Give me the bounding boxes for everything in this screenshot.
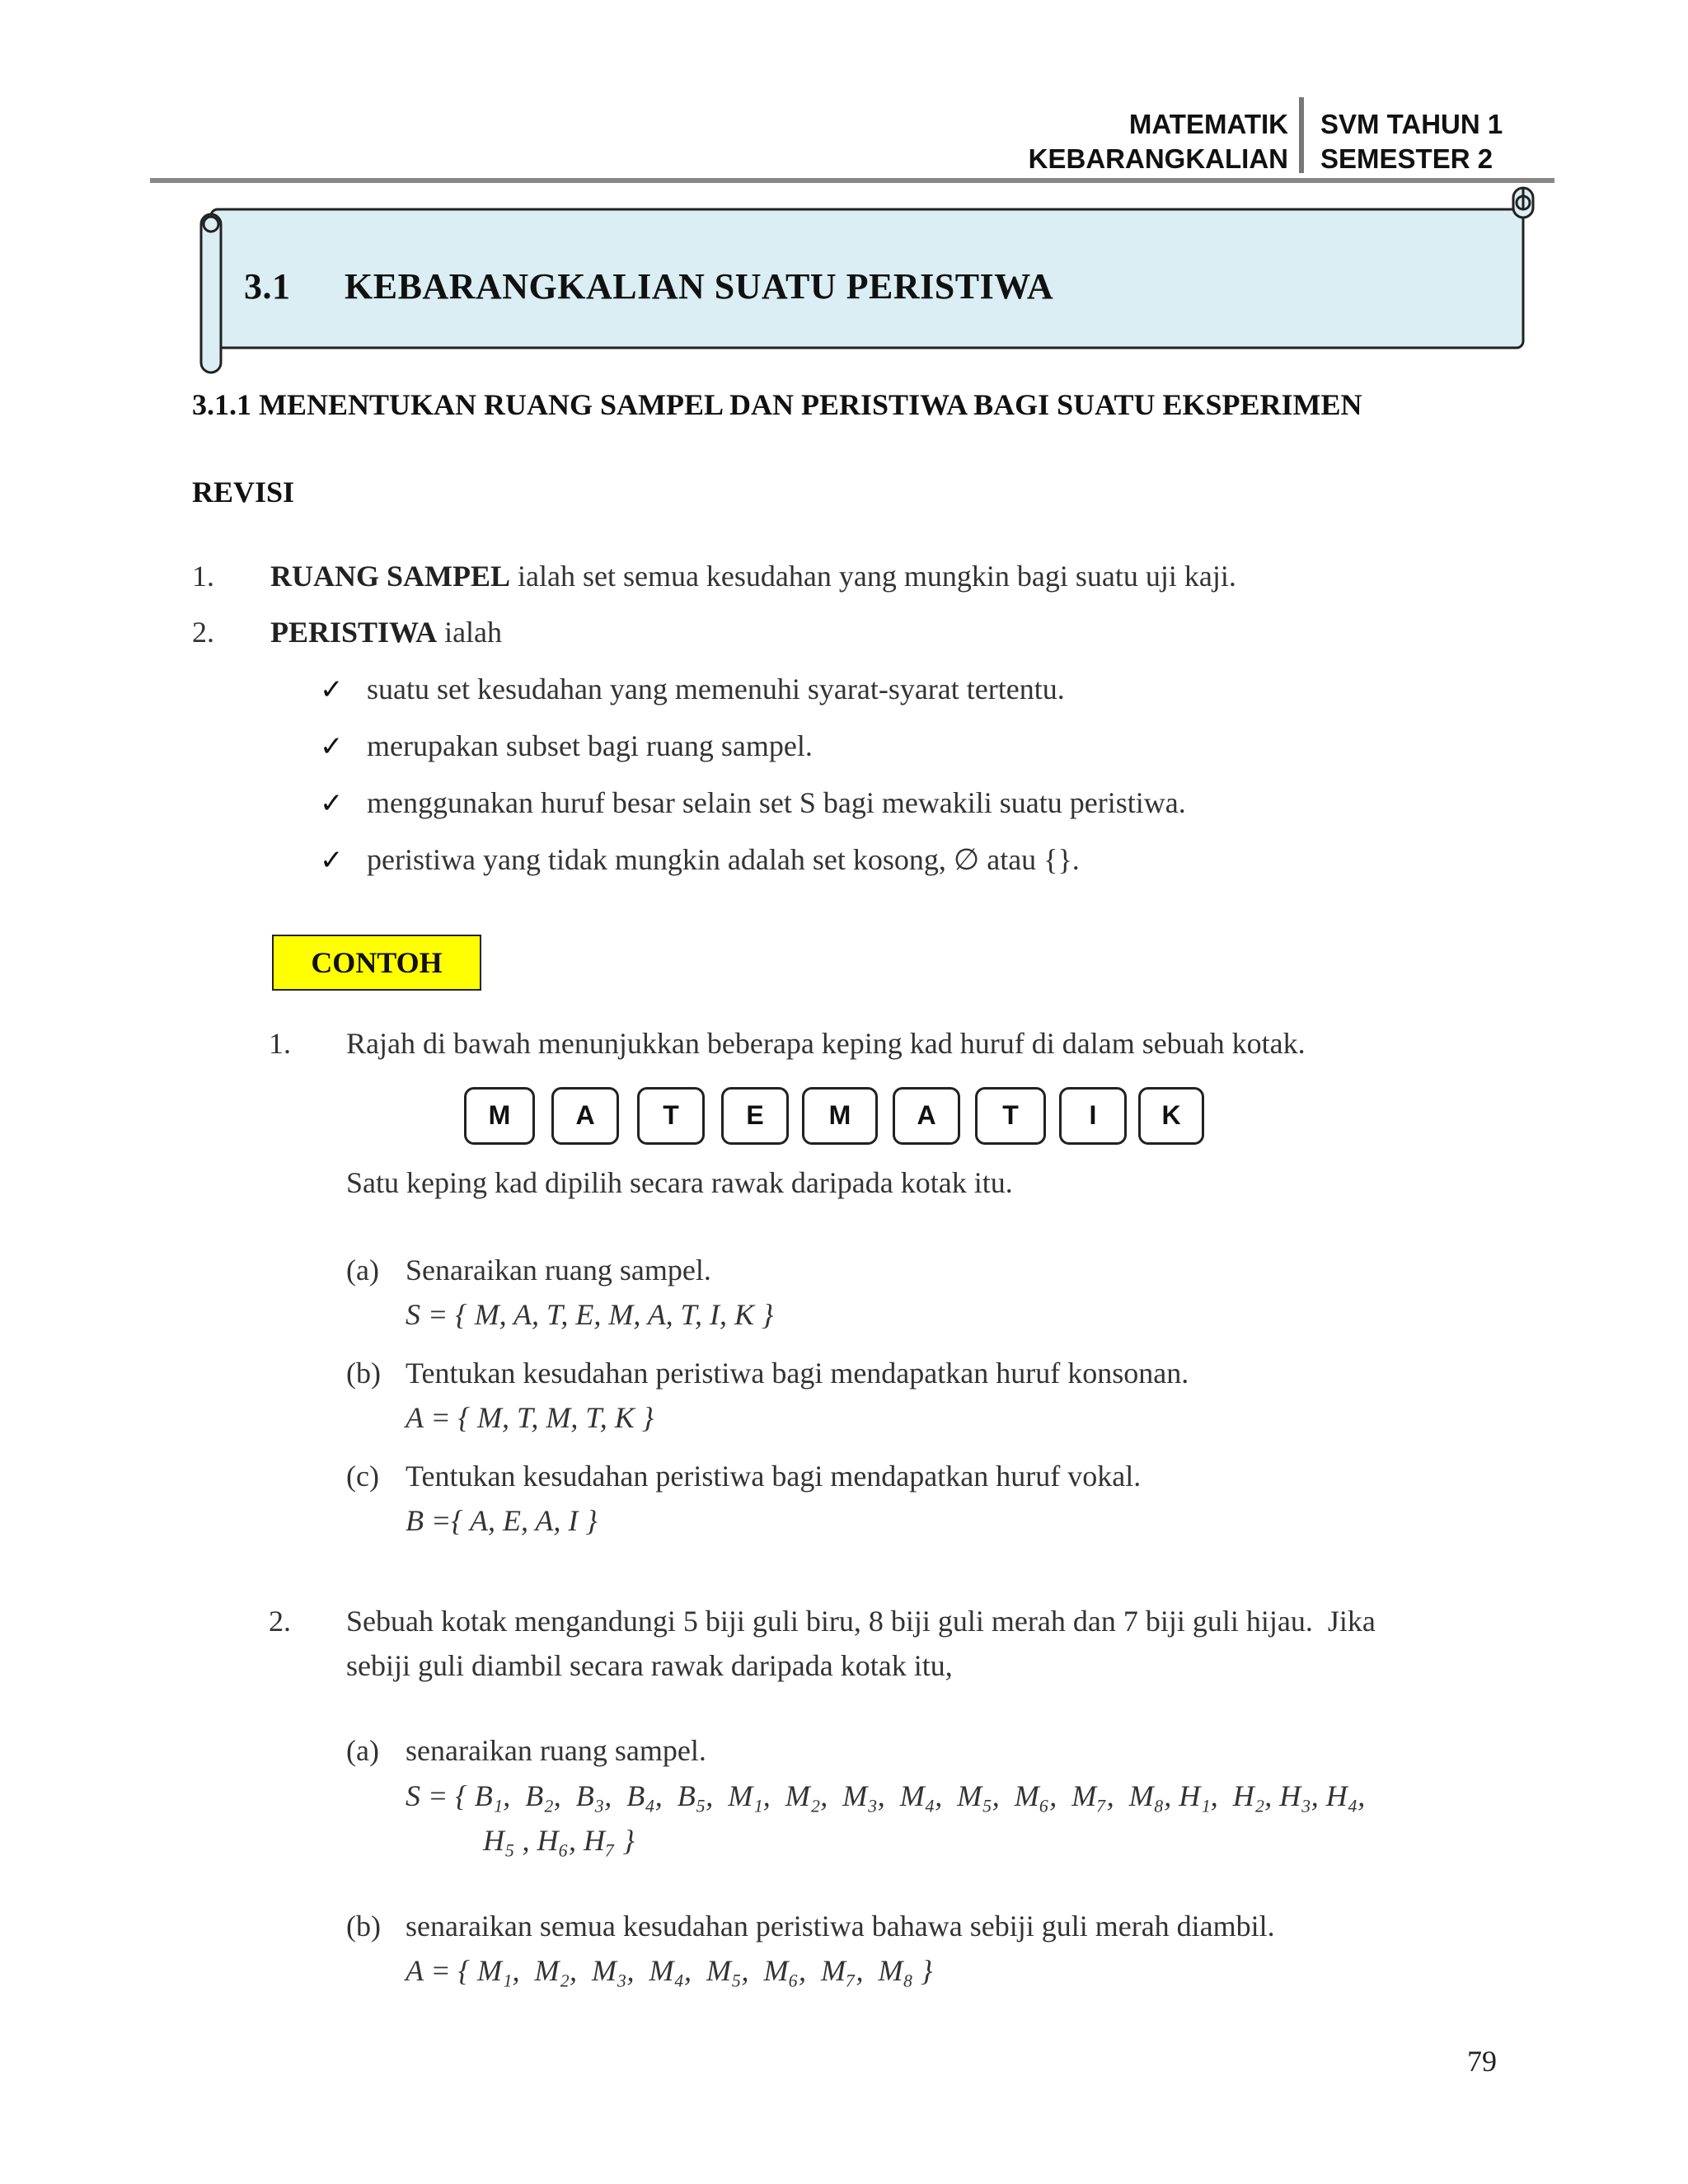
q2-part-b	[346, 1909, 1275, 1943]
letter-card: M	[802, 1087, 878, 1145]
check-item-text: merupakan subset bagi ruang sampel.	[367, 729, 813, 762]
header-level-line2: SEMESTER 2	[1320, 143, 1493, 174]
page-number: 79	[1467, 2045, 1497, 2078]
letter-card: A	[893, 1087, 960, 1145]
revisi-item-text: ialah set semua kesudahan yang mungkin bagi suatu uji kaji.	[510, 560, 1236, 593]
header-level	[1320, 107, 1503, 176]
revisi-heading: REVISI	[192, 476, 295, 509]
part-label: (a)	[346, 1734, 379, 1767]
check-item-1	[320, 672, 1065, 706]
header-divider	[1299, 97, 1304, 173]
revisi-item-term: RUANG SAMPEL	[270, 560, 511, 593]
q1-answer-a: S = { M, A, T, E, M, A, T, I, K }	[406, 1298, 774, 1331]
header-subject-line1: MATEMATIK	[1128, 109, 1288, 139]
checkmark-icon: ✓	[320, 730, 344, 763]
letter-card: T	[975, 1087, 1046, 1145]
header-subject	[1029, 107, 1288, 176]
checkmark-icon: ✓	[320, 844, 344, 877]
part-text: Tentukan kesudahan peristiwa bagi mendapatkan huruf vokal.	[406, 1460, 1142, 1493]
q1-text	[269, 1026, 1306, 1061]
part-label: (c)	[346, 1460, 379, 1493]
part-label: (b)	[346, 1910, 381, 1943]
revisi-item-2	[192, 615, 502, 649]
q2-line1	[269, 1604, 1376, 1638]
check-item-4	[320, 842, 1080, 877]
part-text: senaraikan semua kesudahan peristiwa bahawa sebiji guli merah diambil.	[406, 1910, 1275, 1943]
revisi-item-term: PERISTIWA	[270, 616, 438, 649]
q1-answer-b: A = { M, T, M, T, K }	[406, 1401, 654, 1434]
q2-line2: sebiji guli diambil secara rawak daripada kotak itu,	[346, 1649, 953, 1682]
part-text: Tentukan kesudahan peristiwa bagi mendapatkan huruf konsonan.	[406, 1357, 1189, 1390]
revisi-item-text: ialah	[437, 616, 503, 649]
part-label: (b)	[346, 1357, 381, 1390]
q2-answer-a-line2: H₅ , H₆, H₇ }	[483, 1824, 635, 1857]
section-title	[244, 265, 1053, 307]
letter-card: K	[1138, 1087, 1204, 1145]
q1-part-b	[346, 1356, 1189, 1390]
contoh-label: CONTOH	[272, 935, 481, 991]
check-item-2	[320, 729, 813, 763]
letter-card: M	[464, 1087, 535, 1145]
check-item-text: menggunakan huruf besar selain set S bagi mewakili suatu peristiwa.	[367, 786, 1186, 819]
check-item-3	[320, 785, 1186, 820]
q1-statement: Rajah di bawah menunjukkan beberapa keping kad huruf di dalam sebuah kotak.	[346, 1027, 1306, 1060]
checkmark-icon: ✓	[320, 787, 344, 820]
revisi-item-number: 2.	[192, 616, 214, 649]
part-text: Senaraikan ruang sampel.	[406, 1254, 711, 1286]
check-item-text: peristiwa yang tidak mungkin adalah set kosong, ∅ atau {}.	[367, 843, 1080, 876]
section-number: 3.1	[244, 266, 291, 307]
revisi-item-number: 1.	[192, 560, 214, 593]
letter-card: A	[551, 1087, 619, 1145]
q1-part-a	[346, 1253, 711, 1287]
header-level-line1: SVM TAHUN 1	[1320, 109, 1503, 139]
q1-after-text: Satu keping kad dipilih secara rawak daripada kotak itu.	[346, 1166, 1013, 1199]
checkmark-icon: ✓	[320, 673, 344, 706]
q1-part-c	[346, 1459, 1141, 1493]
q2-part-a	[346, 1733, 706, 1768]
letter-card: T	[637, 1087, 705, 1145]
check-item-text: suatu set kesudahan yang memenuhi syarat-syarat tertentu.	[367, 673, 1065, 705]
letter-card: E	[721, 1087, 789, 1145]
q2-answer-b: A = { M₁, M₂, M₃, M₄, M₅, M₆, M₇, M₈ }	[406, 1954, 933, 1987]
section-title-text: KEBARANGKALIAN SUATU PERISTIWA	[345, 266, 1054, 307]
header-subject-line2: KEBARANGKALIAN	[1028, 143, 1288, 174]
part-text: senaraikan ruang sampel.	[406, 1734, 706, 1767]
q2-number: 2.	[269, 1605, 291, 1638]
revisi-item-1	[192, 559, 1236, 593]
q1-number: 1.	[269, 1027, 291, 1060]
part-label: (a)	[346, 1254, 379, 1286]
q2-answer-a-line1: S = { B₁, B₂, B₃, B₄, B₅, M₁, M₂, M₃, M₄, M₅, M₆, M₇, M₈, H₁, H₂, H₃, H₄,	[406, 1779, 1366, 1812]
q1-answer-c: B ={ A, E, A, I }	[406, 1504, 598, 1537]
subsection-heading: 3.1.1 MENENTUKAN RUANG SAMPEL DAN PERISTIWA BAGI SUATU EKSPERIMEN	[192, 388, 1362, 421]
q2-statement-line1: Sebuah kotak mengandungi 5 biji guli biru, 8 biji guli merah dan 7 biji guli hijau. Jika	[346, 1605, 1376, 1638]
header-rule	[150, 178, 1554, 183]
letter-card: I	[1059, 1087, 1127, 1145]
